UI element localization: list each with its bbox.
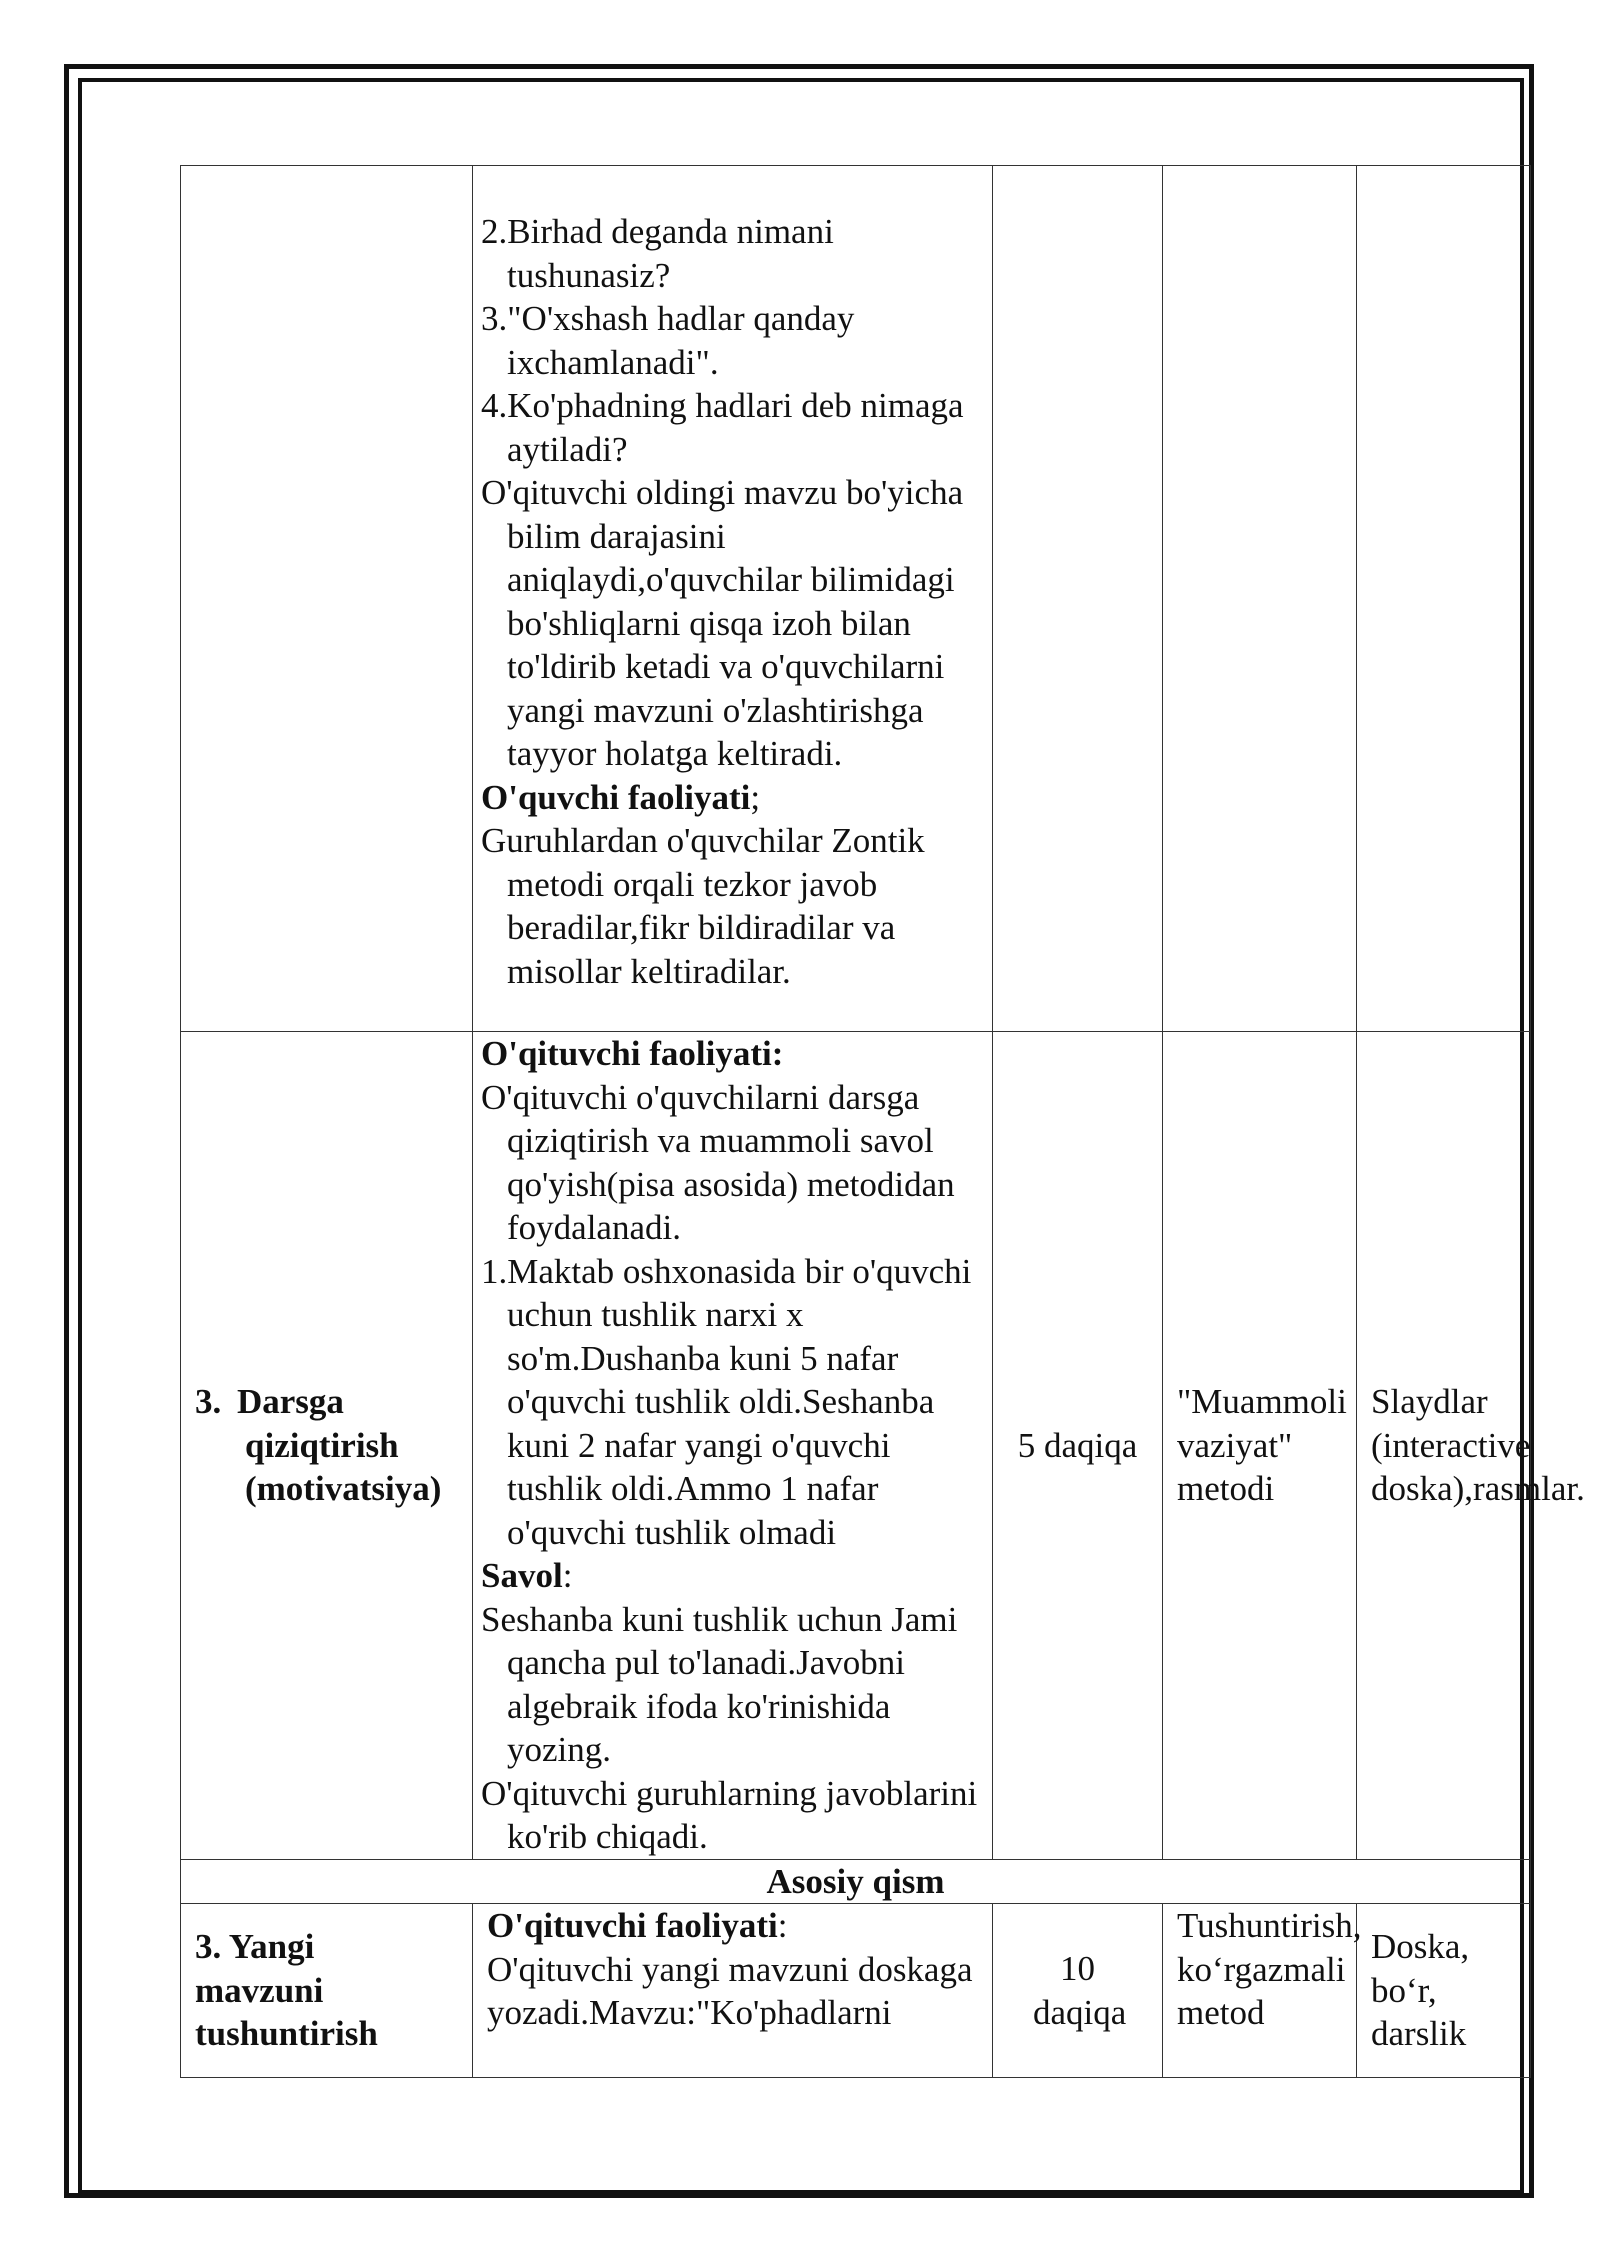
student-text: Guruhlardan o'quvchilar Zontik metodi orqali tezkor javob beradilar,fikr bildiradilar va misollar keltiradilar. — [481, 821, 925, 991]
problem-text: 1.Maktab oshxonasida bir o'quvchi uchun tushlik narxi x so'm.Dushanba kuni 5 nafar o'quvchi tushlik oldi.Seshanba kuni 2 nafar yangi o'quvchi tushlik oldi.Ammo 1 nafar o'quvchi tushlik olmadi — [481, 1251, 972, 1552]
stage-line: tushuntirish — [195, 2014, 378, 2054]
activity-cell — [473, 166, 993, 1032]
teacher-heading: O'qituvchi faoliyati: — [481, 1034, 784, 1073]
student-heading: O'quvchi faoliyati — [481, 777, 751, 817]
question-heading: Savol — [481, 1556, 563, 1595]
resources-cell: Slaydlar (interactive doska),rasmlar. — [1357, 1032, 1531, 1860]
resources-cell: Doska, bo‘r, darslik — [1357, 1904, 1531, 2078]
stage-title: Darsga — [237, 1382, 344, 1421]
list-item: 4.Ko'phadning hadlari deb nimaga aytiladi? — [481, 386, 964, 469]
student-heading-line — [481, 776, 984, 820]
section-title: Asosiy qism — [181, 1859, 1531, 1904]
stage-line: (motivatsiya) — [245, 1469, 442, 1508]
time-cell: 5 daqiqa — [993, 1032, 1163, 1860]
activity-cell — [473, 1904, 993, 2078]
method-cell: Tushuntirish, ko‘rgazmali metod — [1163, 1904, 1357, 2078]
list-item: 3."O'xshash hadlar qanday ixchamlanadi". — [481, 299, 855, 382]
method-cell: "Muammoli vaziyat" metodi — [1163, 1032, 1357, 1860]
method-cell — [1163, 166, 1357, 1032]
table-row — [181, 1904, 1531, 2078]
teacher-text: O'qituvchi oldingi mavzu bo'yicha bilim darajasini aniqlaydi,o'quvchilar bilimidagi bo'shliqlarni qisqa izoh bilan to'ldirib ketadi va o'quvchilarni yangi mavzuni o'zlashtirishga tayyor holatga keltiradi. — [481, 473, 964, 773]
teacher-text: O'qituvchi yangi mavzuni doskaga yozadi.Mavzu:"Ko'phadlarni — [487, 1949, 973, 2032]
closing-text: O'qituvchi guruhlarning javoblarini ko'rib chiqadi. — [481, 1773, 978, 1856]
table-row — [181, 166, 1531, 1032]
heading-suffix: : — [777, 1906, 788, 1945]
stage-line: mavzuni — [195, 1970, 324, 2010]
stage-line — [195, 1380, 464, 1424]
stage-cell — [181, 1032, 473, 1860]
stage-line: qiziqtirish — [245, 1425, 399, 1465]
list-item: 2.Birhad deganda nimani tushunasiz? — [481, 212, 834, 295]
time-cell — [993, 166, 1163, 1032]
question-heading-line — [481, 1554, 984, 1598]
activity-cell — [473, 1032, 993, 1860]
stage-cell — [181, 166, 473, 1032]
time-cell: 10 daqiqa — [993, 1904, 1163, 2078]
heading-suffix: ; — [750, 777, 761, 817]
heading-suffix: : — [562, 1556, 573, 1595]
question-text: Seshanba kuni tushlik uchun Jami qancha pul to'lanadi.Javobni algebraik ifoda ko'rinishida yozing. — [481, 1599, 958, 1769]
lesson-plan-table — [180, 165, 1585, 2078]
stage-number: 3. — [195, 1382, 222, 1421]
stage-line: 3. Yangi — [195, 1927, 315, 1967]
stage-cell — [181, 1904, 473, 2078]
section-row — [181, 1859, 1531, 1904]
table-row — [181, 1032, 1531, 1860]
teacher-heading-line — [487, 1904, 984, 1948]
teacher-text: O'qituvchi o'quvchilarni darsga qiziqtirish va muammoli savol qo'yish(pisa asosida) metodidan foydalanadi. — [481, 1077, 955, 1247]
teacher-heading: O'qituvchi faoliyati — [487, 1906, 778, 1945]
resources-cell — [1357, 166, 1531, 1032]
